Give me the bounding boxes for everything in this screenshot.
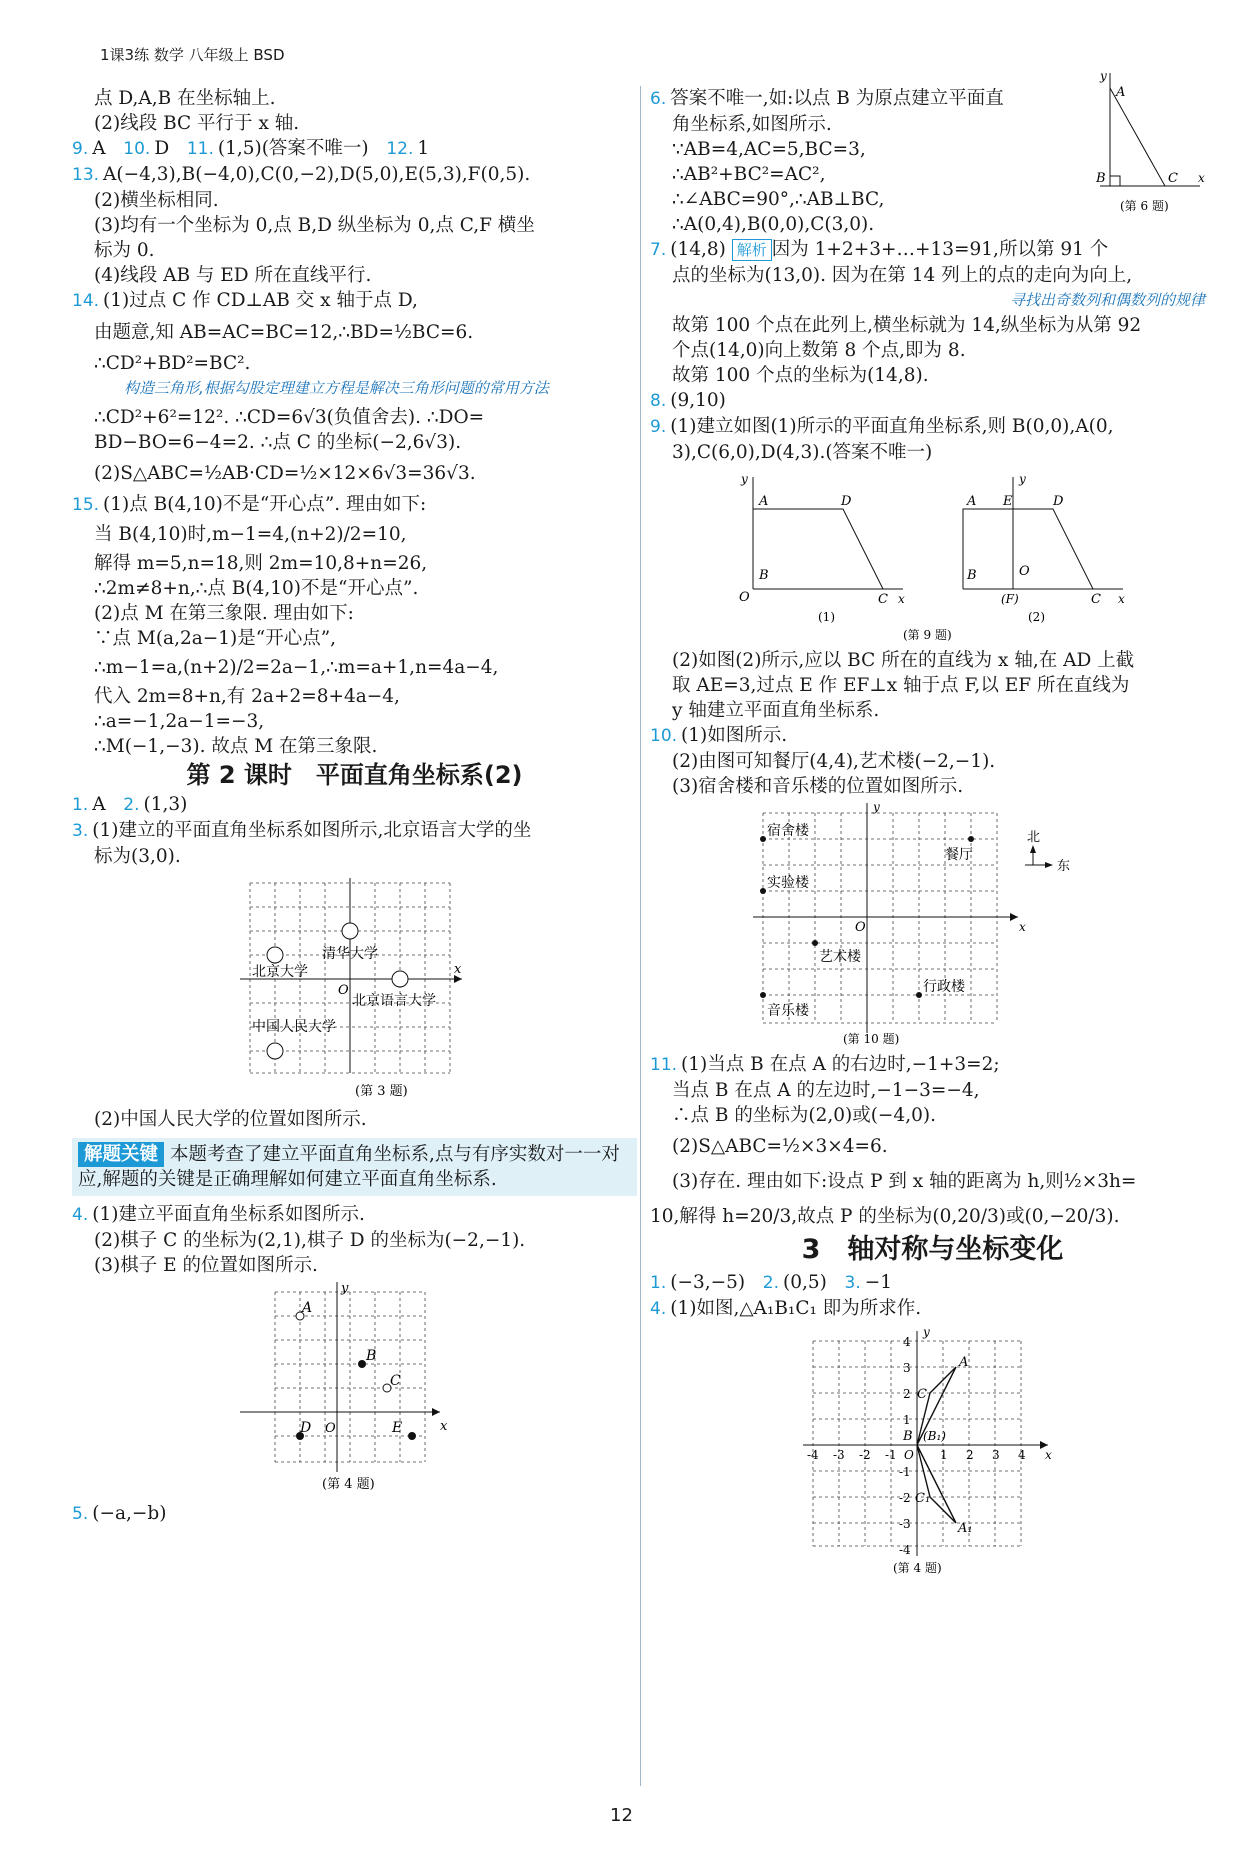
- figure-4-reflection: [783, 1326, 1083, 1576]
- label-c: C: [916, 1387, 927, 1402]
- text-line: ∴∠ABC=90°,∴AB⊥BC,: [672, 189, 885, 210]
- answer: D: [154, 138, 170, 159]
- text-line: (4)线段 AB 与 ED 所在直线平行.: [94, 265, 372, 286]
- label-restaurant: 餐厅: [944, 847, 973, 863]
- tick-label: 2: [902, 1387, 911, 1401]
- text-line: 故第 100 个点的坐标为(14,8).: [672, 365, 929, 386]
- text-line: 当 B(4,10)时,m−1=4,(n+2)/2=10,: [94, 524, 407, 545]
- question-number: 9.: [72, 139, 89, 159]
- label-pku: 北京大学: [251, 964, 308, 980]
- figure-caption: (第 4 题): [892, 1561, 942, 1575]
- label-b: B: [758, 568, 769, 583]
- answer-15: [72, 492, 637, 518]
- question-number: 10.: [123, 139, 151, 159]
- page-number: 12: [610, 1805, 633, 1826]
- answer: (1)点 B(4,10)不是“开心点”. 理由如下:: [103, 494, 427, 515]
- figure-caption: (第 6 题): [1120, 199, 1169, 213]
- question-number: 4.: [650, 1299, 667, 1319]
- text-line: (2)线段 BC 平行于 x 轴.: [94, 113, 300, 134]
- answer: (1)建立如图(1)所示的平面直角坐标系,则 B(0,0),A(0,: [670, 416, 1114, 437]
- label-c: C: [1168, 171, 1178, 186]
- tick-label: 3: [991, 1448, 1000, 1462]
- answer: 答案不唯一,如:以点 B 为原点建立平面直: [670, 88, 1004, 109]
- text-line: (2)由图可知餐厅(4,4),艺术楼(−2,−1).: [672, 751, 996, 772]
- answer: A: [92, 794, 106, 815]
- y-axis-label: y: [340, 1282, 348, 1296]
- label-a: A: [958, 1355, 968, 1370]
- x-axis-label: x: [897, 592, 905, 606]
- question-number: 3.: [72, 821, 89, 841]
- origin-label: O: [854, 920, 866, 935]
- tick-label: -2: [858, 1448, 871, 1462]
- answer-4: [72, 1202, 637, 1228]
- label-art: 艺术楼: [818, 949, 861, 965]
- question-number: 9.: [650, 417, 667, 437]
- x-axis-label: x: [1198, 171, 1205, 185]
- tick-label: 3: [902, 1361, 911, 1375]
- answers-9-12: [72, 136, 637, 162]
- label-east: 东: [1056, 859, 1070, 874]
- figure-9: [723, 469, 1143, 644]
- label-lab: 实验楼: [766, 875, 809, 891]
- section-heading: 3 轴对称与坐标变化: [801, 1234, 1064, 1265]
- label-blcu: 北京语言大学: [351, 993, 436, 1009]
- figure-6: [1090, 68, 1210, 228]
- label-c: C: [877, 592, 888, 607]
- text-line: (2)S△ABC=½AB·CD=½×12×6√3=36√3.: [94, 463, 476, 484]
- answer: (1,3): [143, 794, 188, 815]
- answer: (1,5)(答案不唯一): [217, 138, 369, 159]
- tick-label: -2: [898, 1491, 911, 1505]
- question-number: 14.: [72, 291, 100, 311]
- answer-9: [650, 414, 1215, 440]
- label-b: B: [1096, 171, 1106, 186]
- x-axis-label: x: [439, 1419, 447, 1434]
- text-line: (3)存在. 理由如下:设点 P 到 x 轴的距离为 h,则½×3h=: [672, 1171, 1137, 1192]
- answer-14: [72, 288, 637, 314]
- question-number: 7.: [650, 240, 667, 260]
- handwritten-note: 寻找出奇数列和偶数列的规律: [1009, 291, 1205, 309]
- answer: (1)过点 C 作 CD⊥AB 交 x 轴于点 D,: [103, 290, 418, 311]
- answer-8: [650, 388, 1215, 414]
- text-line: 标为(3,0).: [94, 846, 181, 867]
- triangle-a1b1c1: [914, 1445, 956, 1523]
- key-point-box: [72, 1138, 637, 1196]
- text-line: 10,解得 h=20/3,故点 P 的坐标为(0,20/3)或(0,−20/3).: [650, 1206, 1120, 1227]
- text-line: 解得 m=5,n=18,则 2m=10,8+n=26,: [94, 553, 428, 574]
- label-a: A: [301, 1300, 312, 1316]
- origin-label: O: [738, 590, 750, 605]
- label-d: D: [1052, 494, 1063, 509]
- text-line: 个点(14,0)向上数第 8 个点,即为 8.: [672, 340, 966, 361]
- answer: (14,8): [670, 239, 726, 260]
- question-number: 8.: [650, 391, 667, 411]
- text-line: (2)中国人民大学的位置如图所示.: [94, 1109, 367, 1130]
- label-d: D: [299, 1420, 311, 1436]
- question-number: 11.: [186, 139, 214, 159]
- label-e: E: [1002, 494, 1012, 509]
- label-a1: A₁: [957, 1521, 973, 1536]
- text-line: (3)宿舍楼和音乐楼的位置如图所示.: [672, 776, 964, 797]
- analysis-tag: 解析: [732, 239, 772, 261]
- text-line: y 轴建立平面直角坐标系.: [672, 700, 880, 721]
- x-axis-label: x: [1018, 920, 1026, 934]
- question-number: 12.: [386, 139, 414, 159]
- origin-label: O: [337, 983, 349, 998]
- text-line: ∴a=−1,2a−1=−3,: [94, 711, 265, 732]
- origin-label: O: [1018, 564, 1030, 579]
- answer-text: 因为 1+2+3+…+13=91,所以第 91 个: [771, 239, 1109, 260]
- text-line: BD−BO=6−4=2. ∴点 C 的坐标(−2,6√3).: [94, 432, 462, 453]
- tick-label: 4: [902, 1335, 911, 1349]
- label-c1: C₁: [914, 1491, 930, 1506]
- text-line: ∴CD²+BD²=BC².: [94, 353, 251, 374]
- question-number: 6.: [650, 89, 667, 109]
- key-point-label: 解题关键: [78, 1142, 164, 1167]
- x-axis-label: x: [1044, 1448, 1052, 1462]
- answer: (1)如图,△A₁B₁C₁ 即为所求作.: [670, 1298, 922, 1319]
- q6-block: [650, 69, 1215, 237]
- answer: A(−4,3),B(−4,0),C(0,−2),D(5,0),E(5,3),F(0,5).: [103, 164, 531, 185]
- figure-caption: (第 9 题): [902, 628, 952, 642]
- tick-label: -4: [806, 1448, 819, 1462]
- answer: (0,5): [782, 1272, 827, 1293]
- label-b: B: [365, 1348, 376, 1364]
- figure-caption: (第 4 题): [321, 1477, 375, 1492]
- text-line: 取 AE=3,过点 E 作 EF⊥x 轴于点 F,以 EF 所在直线为: [672, 675, 1130, 696]
- tick-label: -3: [898, 1517, 911, 1531]
- text-line: ∴A(0,4),B(0,0),C(3,0).: [672, 214, 875, 235]
- label-tsinghua: 清华大学: [321, 946, 378, 962]
- subfigure-label: (1): [817, 610, 835, 624]
- text-line: 代入 2m=8+n,有 2a+2=8+4a−4,: [94, 686, 400, 707]
- label-d: D: [840, 494, 851, 509]
- answer: (1)当点 B 在点 A 的右边时,−1+3=2;: [681, 1054, 1000, 1075]
- answer: −1: [864, 1272, 893, 1293]
- y-axis-label: y: [740, 472, 748, 486]
- question-number: 2.: [123, 795, 140, 815]
- text-line: (2)横坐标相同.: [94, 190, 219, 211]
- answer-13: [72, 162, 637, 188]
- question-number: 2.: [762, 1273, 779, 1293]
- label-a: A: [758, 494, 768, 509]
- label-a: A: [1116, 85, 1126, 100]
- tick-label: 1: [939, 1448, 948, 1462]
- origin-label: O: [903, 1448, 914, 1462]
- x-axis-label: x: [1117, 592, 1125, 606]
- tsinghua-marker: [342, 923, 358, 939]
- text-line: (2)如图(2)所示,应以 BC 所在的直线为 x 轴,在 AD 上截: [672, 650, 1135, 671]
- answer-10: [650, 723, 1215, 749]
- answer: (1)建立平面直角坐标系如图所示.: [92, 1204, 365, 1225]
- origin-label: O: [324, 1421, 336, 1436]
- text-line: ∴M(−1,−3). 故点 M 在第三象限.: [94, 736, 378, 757]
- question-number: 11.: [650, 1055, 678, 1075]
- key-point-text: 本题考查了建立平面直角坐标系,点与有序实数对一一对应,解题的关键是正确理解如何建立平面直角坐标系.: [78, 1144, 620, 1190]
- answer-3: [72, 818, 637, 844]
- question-number: 1.: [650, 1273, 667, 1293]
- label-f: (F): [1000, 592, 1019, 606]
- answer: 1: [417, 138, 430, 159]
- answer: (−a,−b): [92, 1503, 167, 1524]
- column-divider: [640, 86, 641, 1786]
- tick-label: 1: [902, 1413, 911, 1427]
- label-b1: (B₁): [922, 1429, 946, 1443]
- y-axis-label: y: [1018, 472, 1026, 486]
- label-north: 北: [1026, 830, 1040, 845]
- text-line: 故第 100 个点在此列上,横坐标就为 14,纵坐标为从第 92: [672, 315, 1142, 336]
- answer-5: [72, 1501, 637, 1527]
- text-line: (2)棋子 C 的坐标为(2,1),棋子 D 的坐标为(−2,−1).: [94, 1230, 526, 1251]
- label-music: 音乐楼: [766, 1003, 809, 1019]
- text-line: 标为 0.: [94, 240, 155, 261]
- figure-4-grid: [240, 1282, 470, 1497]
- x-axis-label: x: [453, 962, 461, 977]
- question-number: 15.: [72, 495, 100, 515]
- answers-1-2: [72, 792, 637, 818]
- question-number: 10.: [650, 726, 678, 746]
- text-line: ∴CD²+6²=12². ∴CD=6√3(负值舍去). ∴DO=: [94, 407, 485, 428]
- question-number: 13.: [72, 165, 100, 185]
- figure-10-map: [733, 803, 1133, 1048]
- pku-marker: [267, 947, 283, 963]
- text-line: ∵点 M(a,2a−1)是“开心点”,: [94, 628, 337, 649]
- text-line: ∴2m≠8+n,∴点 B(4,10)不是“开心点”.: [94, 578, 419, 599]
- text-line: 由题意,知 AB=AC=BC=12,∴BD=½BC=6.: [94, 322, 474, 343]
- answer-7: [650, 237, 1215, 263]
- text-line: 点 D,A,B 在坐标轴上.: [94, 88, 276, 109]
- label-b: B: [966, 568, 977, 583]
- handwritten-note: 构造三角形,根据勾股定理建立方程是解决三角形问题的常用方法: [124, 379, 549, 397]
- left-column: [72, 86, 637, 1527]
- tick-label: -1: [898, 1465, 911, 1479]
- label-e: E: [391, 1420, 402, 1436]
- answer-4: [650, 1296, 1215, 1322]
- label-c: C: [389, 1373, 401, 1389]
- section-heading: 第 2 课时 平面直角坐标系(2): [186, 761, 523, 789]
- label-dorm: 宿舍楼: [766, 823, 809, 839]
- y-axis-label: y: [872, 803, 880, 814]
- figure-caption: (第 3 题): [354, 1084, 408, 1099]
- text-line: (2)S△ABC=½×3×4=6.: [672, 1136, 888, 1157]
- label-c: C: [1090, 592, 1101, 607]
- question-number: 4.: [72, 1205, 89, 1225]
- figure-caption: (第 10 题): [842, 1032, 899, 1046]
- text-line: 当点 B 在点 A 的左边时,−1−3=−4,: [672, 1080, 980, 1101]
- tick-label: 2: [965, 1448, 974, 1462]
- question-number: 3.: [844, 1273, 861, 1293]
- figure-3-grid: [240, 873, 470, 1103]
- answers-1-3: [650, 1270, 1215, 1296]
- answer: (1)建立的平面直角坐标系如图所示,北京语言大学的坐: [92, 820, 532, 841]
- label-admin: 行政楼: [922, 979, 965, 995]
- tick-label: -3: [832, 1448, 845, 1462]
- label-ruc: 中国人民大学: [251, 1019, 336, 1035]
- text-line: 3),C(6,0),D(4,3).(答案不唯一): [672, 442, 933, 463]
- y-axis-label: y: [922, 1326, 930, 1339]
- answer: (1)如图所示.: [681, 725, 788, 746]
- text-line: 点的坐标为(13,0). 因为在第 14 列上的点的走向为向上,: [672, 265, 1133, 286]
- blcu-marker: [392, 971, 408, 987]
- text-line: ∵AB=4,AC=5,BC=3,: [672, 139, 866, 160]
- tick-label: 4: [1017, 1448, 1026, 1462]
- answer: A: [92, 138, 106, 159]
- running-header: 1课3练 数学 八年级上 BSD: [100, 46, 285, 64]
- ruc-marker: [267, 1043, 283, 1059]
- text-line: ∴点 B 的坐标为(2,0)或(−4,0).: [672, 1105, 936, 1126]
- right-column: [650, 69, 1215, 1580]
- question-number: 5.: [72, 1504, 89, 1524]
- tick-label: -4: [898, 1543, 911, 1557]
- answer: (−3,−5): [670, 1272, 746, 1293]
- text-line: (3)均有一个坐标为 0,点 B,D 纵坐标为 0,点 C,F 横坐: [94, 215, 535, 236]
- label-a: A: [966, 494, 976, 509]
- text-line: (2)点 M 在第三象限. 理由如下:: [94, 603, 354, 624]
- label-b: B: [902, 1429, 913, 1444]
- question-number: 1.: [72, 795, 89, 815]
- tick-label: -1: [884, 1448, 897, 1462]
- text-line: ∴m−1=a,(n+2)/2=2a−1,∴m=a+1,n=4a−4,: [94, 657, 499, 678]
- subfigure-label: (2): [1027, 610, 1045, 624]
- text-line: (3)棋子 E 的位置如图所示.: [94, 1255, 318, 1276]
- y-tick-labels: [899, 1335, 911, 1557]
- answer-11: [650, 1052, 1215, 1078]
- text-line: 角坐标系,如图所示.: [672, 114, 832, 135]
- answer: (9,10): [670, 390, 726, 411]
- text-line: ∴AB²+BC²=AC²,: [672, 164, 826, 185]
- y-axis-label: y: [1100, 69, 1107, 83]
